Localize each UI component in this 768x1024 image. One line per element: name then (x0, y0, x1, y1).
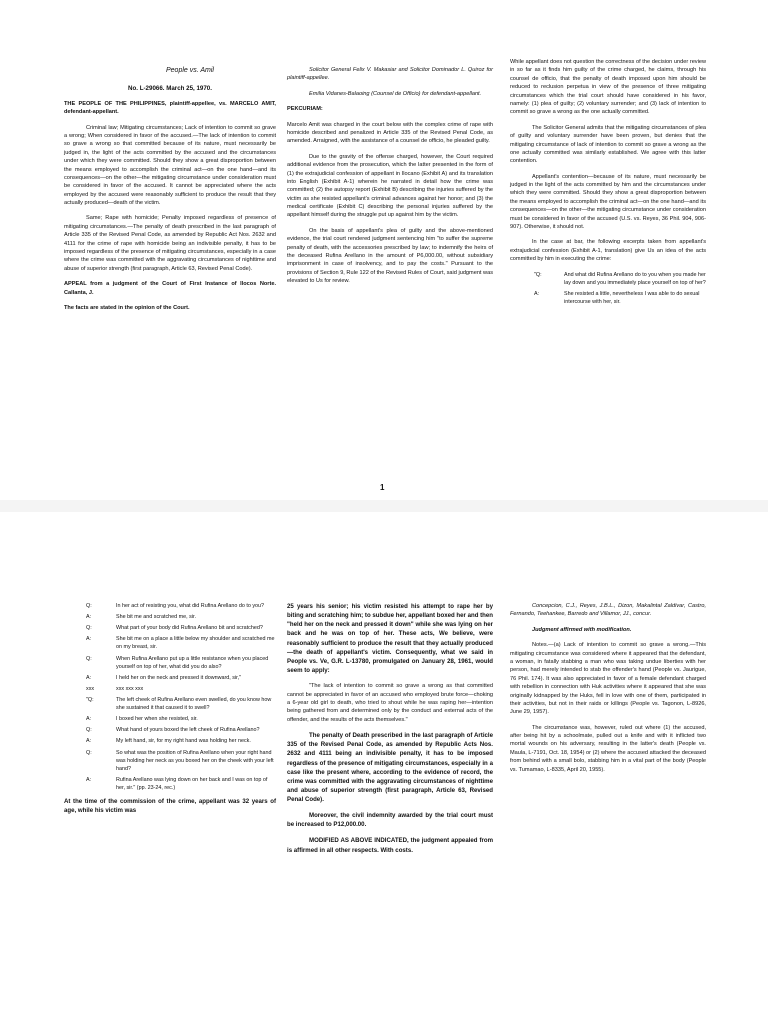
qa-speaker: Q: (86, 727, 92, 734)
appeal-line: APPEAL from a judgment of the Court of First Instance of Ilocos Norte. Callanta, J. (64, 281, 276, 296)
qa-speaker: A: (86, 776, 92, 783)
qa-text: Rufina Arellano was lying down on her back and I was on top of her, sir." (pp. 23-24, rec.) (116, 776, 268, 791)
quoted-ruling: "The lack of intention to commit so grave a wrong as that committed cannot be appreciated in favor of an accused who employed brute force—choking a 6-year old girl to death, who tried to shout while he was raping her—intention being gathered from and determined only by the conduct and external acts of the offender, and the results of the acts themselves." (287, 683, 493, 723)
testimony-excerpt-page2 (64, 602, 276, 795)
opinion-paragraph-3: On the basis of appellant's plea of guilty and the above-mentioned evidence, the trial court rendered judgment sentencing him "to suffer the supreme penalty of death, with the accessories prescribed by law; to indemnify the heirs of the deceased Rufina Arellano in the amount of P6,000.00, without subsidiary imprisonment in case of insolvency, and to pay the costs." Pursuant to the provisions of Section 9, Rule 122 of the Revised Rules of Court, said judgment was elevated to Us for review. (287, 227, 493, 285)
penalty-paragraph: The penalty of Death prescribed in the last paragraph of Article 335 of the Revised Penal Code, as amended by Republic Acts Nos. 2632 and 4111 being an indivisible penalty, it has to be imposed regardless of the presence of mitigating circumstances, especially in a case like the present where, according to the evidence of record, the crime was committed with the aggravating circumstances of nighttime and abuse of superior strength (first paragraph, Article 63, Revised Penal Code). (287, 732, 493, 804)
solicitor-general-line: Solicitor General Felix V. Makasiar and Solicitor Dominador L. Quiroz for plaintiff-appellee. (287, 67, 493, 82)
qa-text: I boxed her when she resisted, sir. (116, 716, 198, 723)
qa-text: And what did Rufina Arellano do to you when you made her lay down and you immediately place yourself on top of her? (564, 271, 706, 286)
opinion-paragraph-5: The Solicitor General admits that the mitigating circumstances of plea of guilty and voluntary surrender have been proven, but denies that the mitigating circumstance of lack of intention to commit so grave a wrong as the one actually committed was similarly established. We agree with this latter contention. (510, 124, 706, 165)
counsel-line: Emilia Vidanes-Balaoing (Counsel de Officio) for defendant-appellant. (309, 90, 482, 97)
qa-speaker: A: (86, 636, 92, 643)
qa-speaker: Q: (86, 749, 92, 756)
qa-speaker: A: (86, 674, 92, 681)
circumstance-paragraph: The circumstance was, however, ruled out where (1) the accused, after being hit by a schoolmate, pulled out a knife and with it inflicted two mortal wounds on his adversary, resulting in the latter's death (People vs. Maula, L-7191, Oct. 18, 1954) or (2) where the accused attacked the deceased from behind with a small bolo, stabbing him in a vital part of the body (People vs. Tumamao, L-8335, April 20, 1955). (510, 724, 706, 773)
qa-text: What part of your body did Rufina Arellano bit and scratched? (116, 625, 263, 632)
qa-text: In her act of resisting you, what did Rufina Arellano do to you? (116, 603, 265, 609)
opinion-paragraph-4: While appellant does not question the correctness of the decision under review in so far as it finds him guilty of the crime charged, he claims, through his counsel de officio, that the penalty of death imposed upon him should be reduced to reclusion perpetua in view of the presence of three mitigating circumstances which the trial court should have considered in his favor, namely: (1) plea of guilty; (2) voluntary surrender; and (3) lack of intention to commit so grave a wrong as the one actually committed. (510, 59, 706, 116)
facts-line: The facts are stated in the opinion of the Court. (64, 305, 190, 311)
syllabus-paragraph-2: Same; Rape with homicide; Penalty imposed regardless of presence of mitigating circumstances.—The penalty of death prescribed in the last paragraph of Article 335 of the Revised Penal Code, as amended by Republic Act Nos. 2632 and 4111 for the crime of rape with homicide being an indivisible penalty, it has to be imposed regardless of the presence of mitigating circumstances, especially in a case where the crime was committed with the aggravating circumstances of nighttime and abuse of superior strength (first paragraph, Article 63, Revised Penal Code). (64, 215, 276, 272)
qa-speaker: "Q: (86, 696, 94, 703)
qa-speaker: Q: (86, 603, 92, 609)
qa-text: She bit me on a place a little below my shoulder and scratched me on my breast, sir. (116, 636, 275, 651)
case-number: No. L-29066. March 25, 1970. (128, 84, 212, 92)
qa-speaker: Q: (86, 655, 92, 662)
qa-text: When Rufina Arellano put up a little resistance when you placed yourself on top of her, what did you do also? (116, 655, 269, 670)
qa-speaker: A: (86, 738, 92, 745)
page2-column-right (510, 602, 706, 781)
qa-speaker: A: (534, 290, 540, 297)
page2-column-left (64, 602, 276, 822)
dispositive-paragraph: MODIFIED AS ABOVE INDICATED, the judgment appealed from is affirmed in all other respects. With costs. (287, 837, 493, 854)
page-number: 1 (380, 483, 385, 492)
opinion-paragraph-1: Marcelo Amit was charged in the court below with the complex crime of rape with homicide described and penalized in Article 335 of the Revised Penal Code, as amended. Arraigned, with the assistance of a counsel de officio, he pleaded guilty. (287, 121, 493, 145)
case-parties: THE PEOPLE OF THE PHILIPPINES, plaintiff-appellee, vs. MARCELO AMIT, defendant-appellant. (64, 100, 276, 116)
page1-column-middle (287, 66, 493, 293)
qa-speaker: A: (86, 614, 92, 621)
page1-column-right (510, 58, 706, 309)
qa-text: My left hand, sir, for my right hand was holding her neck. (116, 738, 251, 745)
qa-text: What hand of yours boxed the left cheek of Rufina Arellano? (116, 727, 260, 734)
civil-indemnity-paragraph: Moreover, the civil indemnity awarded by the trial court must be increased to P12,000.00. (287, 812, 493, 829)
victim-paragraph: 25 years his senior; his victim resisted his attempt to rape her by biting and scratching him; to subdue her, appellant boxed her and then "held her on the neck and pressed it down" while she was lying on her back and he was on top of her. These acts, We believe, were reasonably sufficient to produce the result that they actually produced—the death of appellant's victim. Consequently, what we said in People vs. Ve, G.R. L-13780, promulgated on January 28, 1961, would seem to apply: (287, 603, 493, 674)
document-page-1 (0, 0, 768, 500)
qa-text: The left cheek of Rufina Arellano even swelled, do you know how she sustained it that caused it to swell? (116, 696, 272, 712)
document-page-2 (0, 512, 768, 1024)
notes-paragraph: Notes.—(a) Lack of intention to commit so grave a wrong.—This mitigating circumstance was considered where it appeared that the defendant, a woman, in fatally stabbing a man who was taking undue liberties with her person, had merely intended to stab the offender's hand (People vs. Jaurigue, 76 Phil. 174). It was also appreciated in favor of a female defendant charged with rebellion in connection with Huk activities where it appeared that she was originally kidnapped by the Huks, fell in love with one of them, participated in their activities, but not in their raids or killings (People vs. Tagonon, L-8926, June 29, 1957). (510, 642, 706, 716)
running-header-title: People vs. Amil (166, 67, 214, 74)
page2-column-middle (287, 602, 493, 862)
concurrence-line: Concepcion, C.J., Reyes, J.B.L., Dizon, Makalintal Zaldivar, Castro, Fernando, Teehankee, Barredo and Villamor, JJ., concur. (510, 603, 706, 618)
opinion-paragraph-2: Due to the gravity of the offense charged, however, the Court required additional evidence from the prosecution, which the latter presented in the form of (1) the extrajudicial confession of appellant in Ilocano (Exhibit A) and its translation into English (Exhibit A-1) wherein he narrated in detail how the crime was committed; (2) the autopsy report (Exhibit B) describing the injuries suffered by the victim as she resisted appellant's criminal advances against her honor; and (3) the medical certificate (Exhibit C) describing the personal injuries suffered by the appellant himself during the struggle put up against him by the victim. (287, 153, 493, 219)
qa-speaker: xxx (86, 685, 95, 692)
syllabus-paragraph-1: Criminal law; Mitigating circumstances; Lack of intention to commit so grave a wrong; When considered in favor of the accused.—The lack of intention to commit so grave a wrong so that committed because of its nature, must necessarily be judged in, the light of the acts committed by the accused and the circumstances under which they were committed. Should they show a great disproportion between the means employed to accomplish the criminal act—on the one hand—and its consequences—on the other—the mitigating circumstance under consideration must be considered in favor of the accused. It cannot be appreciated where the acts employed by the accused were reasonably sufficient to produce the result that they actually produced—death of the victim. (64, 124, 276, 207)
age-paragraph: At the time of the commission of the crime, appellant was 32 years of age, while his victim was (64, 798, 276, 815)
qa-text: She bit me and scratched me, sir. (116, 614, 196, 621)
per-curiam-heading: PEKCURIAM: (287, 106, 323, 113)
qa-text: xxx xxx xxx (116, 685, 144, 692)
page1-column-left (64, 66, 276, 319)
opinion-paragraph-7: In the case at bar, the following excerpts taken from appellant's extrajudicial confession (Exhibit A-1, translation) give Us an idea of the acts committed by him in executing the crime: (510, 239, 706, 263)
judgment-line: Judgment affirmed with modification. (532, 626, 632, 633)
qa-text: So what was the position of Rufina Arellano when your right hand was holding her neck as you boxed her on the cheek with your left hand? (116, 749, 274, 772)
opinion-paragraph-6: Appellant's contention—because of its nature, must necessarily be judged in the light of the acts committed by him and the circumstances under which they were committed. Should they show a great disproportion between the means employed to accomplish the criminal act—on the one hand—and its consequences—on the other—the mitigating circumstance under consideration must be considered in favor of the accused (U.S. vs. Reyes, 36 Phil. 904, 906-907). Otherwise, it should not. (510, 173, 706, 231)
testimony-excerpt-page1 (510, 271, 706, 309)
qa-speaker: A: (86, 716, 92, 723)
qa-text: She resisted a little, nevertheless I was able to do sexual intercourse with her, sir. (564, 290, 700, 305)
qa-speaker: "Q: (534, 271, 542, 278)
page-separator (0, 500, 768, 512)
qa-speaker: Q: (86, 625, 92, 632)
qa-text: I held her on the neck and pressed it downward, sir," (116, 674, 242, 681)
